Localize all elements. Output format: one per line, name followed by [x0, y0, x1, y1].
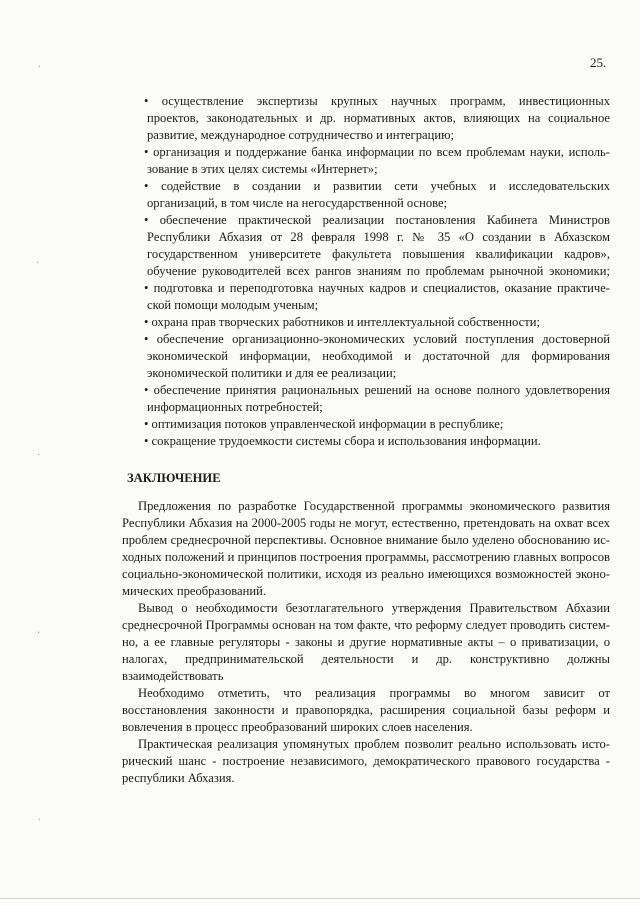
- bullet-item-7: [122, 331, 610, 382]
- paragraph-line: Республики Абхазия на 2000-2005 годы не могут, естественно, претендовать на охват всех: [122, 516, 610, 530]
- paragraph-1: [122, 498, 610, 600]
- bullet-line: информационных потребностей;: [147, 400, 323, 414]
- paragraph-2: [122, 600, 610, 685]
- bullet-item-9: [122, 416, 610, 433]
- bullet-line: проектов, законодательных и др. нормативных актов, влияющих на социальное: [147, 111, 610, 125]
- scan-speck: ·: [38, 62, 42, 73]
- bullet-item-6: [122, 314, 610, 331]
- scan-speck: ·: [36, 258, 40, 269]
- paragraph-line: взаимодействовать: [122, 669, 224, 683]
- paragraph-4: [122, 736, 610, 787]
- bullet-line: организаций, в том числе на негосударственной основе;: [147, 196, 448, 210]
- bullet-line: обучение руководителей всех рангов знаниям по проблемам рыночной экономики;: [147, 264, 610, 278]
- bullet-item-4: [122, 212, 610, 280]
- scan-speck: ·: [37, 450, 41, 461]
- bullet-line: • обеспечение организационно-экономических условий поступления достоверной: [144, 332, 610, 346]
- bullet-line: государственном университете факультета повышения квалификации кадров»,: [147, 247, 610, 261]
- bullet-item-10: [122, 433, 610, 450]
- paragraph-line: республики Абхазия.: [122, 771, 235, 785]
- bullet-line: развитие, международное сотрудничество и интеграцию;: [147, 128, 454, 142]
- paragraph-line: Практическая реализация упомянутых проблем позволит реально использовать исто-: [138, 737, 610, 751]
- bullet-line: • оптимизация потоков управленческой информации в республике;: [144, 417, 504, 431]
- page-number: 25.: [590, 55, 607, 70]
- bullet-line: • подготовка и переподготовка научных кадров и специалистов, оказание практиче-: [144, 281, 610, 295]
- bullet-line: • осуществление экспертизы крупных научных программ, инвестиционных: [144, 94, 610, 108]
- bullet-line: экономической политики и для ее реализации;: [147, 366, 397, 380]
- bullet-line: Республики Абхазия от 28 февраля 1998 г. № 35 «О создании в Абхазском: [147, 230, 610, 244]
- paragraph-line: но, а ее главные регуляторы - законы и другие нормативные акты – о приватизации, о: [122, 635, 610, 649]
- paragraph-line: вовлечения в процесс преобразований широких слоев населения.: [122, 720, 473, 734]
- paragraph-line: восстановления законности и правопорядка, расширения социальной базы реформ и: [122, 703, 610, 717]
- paragraph-line: мических преобразований.: [122, 584, 266, 598]
- paragraph-line: среднесрочной Программы основан на том факте, что реформу следует проводить систем-: [122, 618, 610, 632]
- bullet-line: • обеспечение принятия рациональных решений на основе полного удовлетворения: [144, 383, 610, 397]
- bullet-item-5: [122, 280, 610, 314]
- bullet-line: • организация и поддержание банка информации по всем проблемам науки, исполь-: [144, 145, 610, 159]
- paragraph-line: ходных положений и принципов построения программы, рассмотрению главных вопросов: [122, 550, 610, 564]
- bullet-line: ской помощи молодым ученым;: [147, 298, 319, 312]
- paragraph-line: проблем среднесрочной перспективы. Основное внимание было уделено обоснованию ис-: [122, 533, 610, 547]
- conclusion-heading: ЗАКЛЮЧЕНИЕ: [127, 471, 221, 485]
- page-content: [122, 93, 610, 787]
- bullet-line: • охрана прав творческих работников и интеллектуальной собственности;: [144, 315, 540, 329]
- bullet-list: [122, 93, 610, 450]
- paragraph-line: Необходимо отметить, что реализация программы во многом зависит от: [138, 686, 610, 700]
- bullet-item-8: [122, 382, 610, 416]
- paragraph-line: рический шанс - построение независимого, демократического правового государства -: [122, 754, 610, 768]
- bullet-line: зование в этих целях системы «Интернет»;: [147, 162, 378, 176]
- paragraph-line: налогах, предпринимательской деятельности и др. конструктивно должны: [122, 652, 610, 666]
- scan-speck: ·: [37, 628, 41, 639]
- scan-edge-line: [0, 898, 640, 899]
- paragraph-line: социально-экономической политики, исходя из реально имеющихся возможностей эконо-: [122, 567, 610, 581]
- scan-speck: ·: [38, 815, 42, 826]
- bullet-item-1: [122, 93, 610, 144]
- bullet-item-2: [122, 144, 610, 178]
- bullet-line: • содействие в создании и развитии сети учебных и исследовательских: [144, 179, 610, 193]
- paragraph-3: [122, 685, 610, 736]
- bullet-item-3: [122, 178, 610, 212]
- paragraph-line: Предложения по разработке Государственной программы экономического развития: [138, 499, 610, 513]
- bullet-line: • сокращение трудоемкости системы сбора и использования информации.: [144, 434, 541, 448]
- bullet-line: • обеспечение практической реализации постановления Кабинета Министров: [144, 213, 610, 227]
- paragraph-line: Вывод о необходимости безотлагательного утверждения Правительством Абхазии: [138, 601, 610, 615]
- bullet-line: экономической информации, необходимой и достаточной для формирования: [147, 349, 610, 363]
